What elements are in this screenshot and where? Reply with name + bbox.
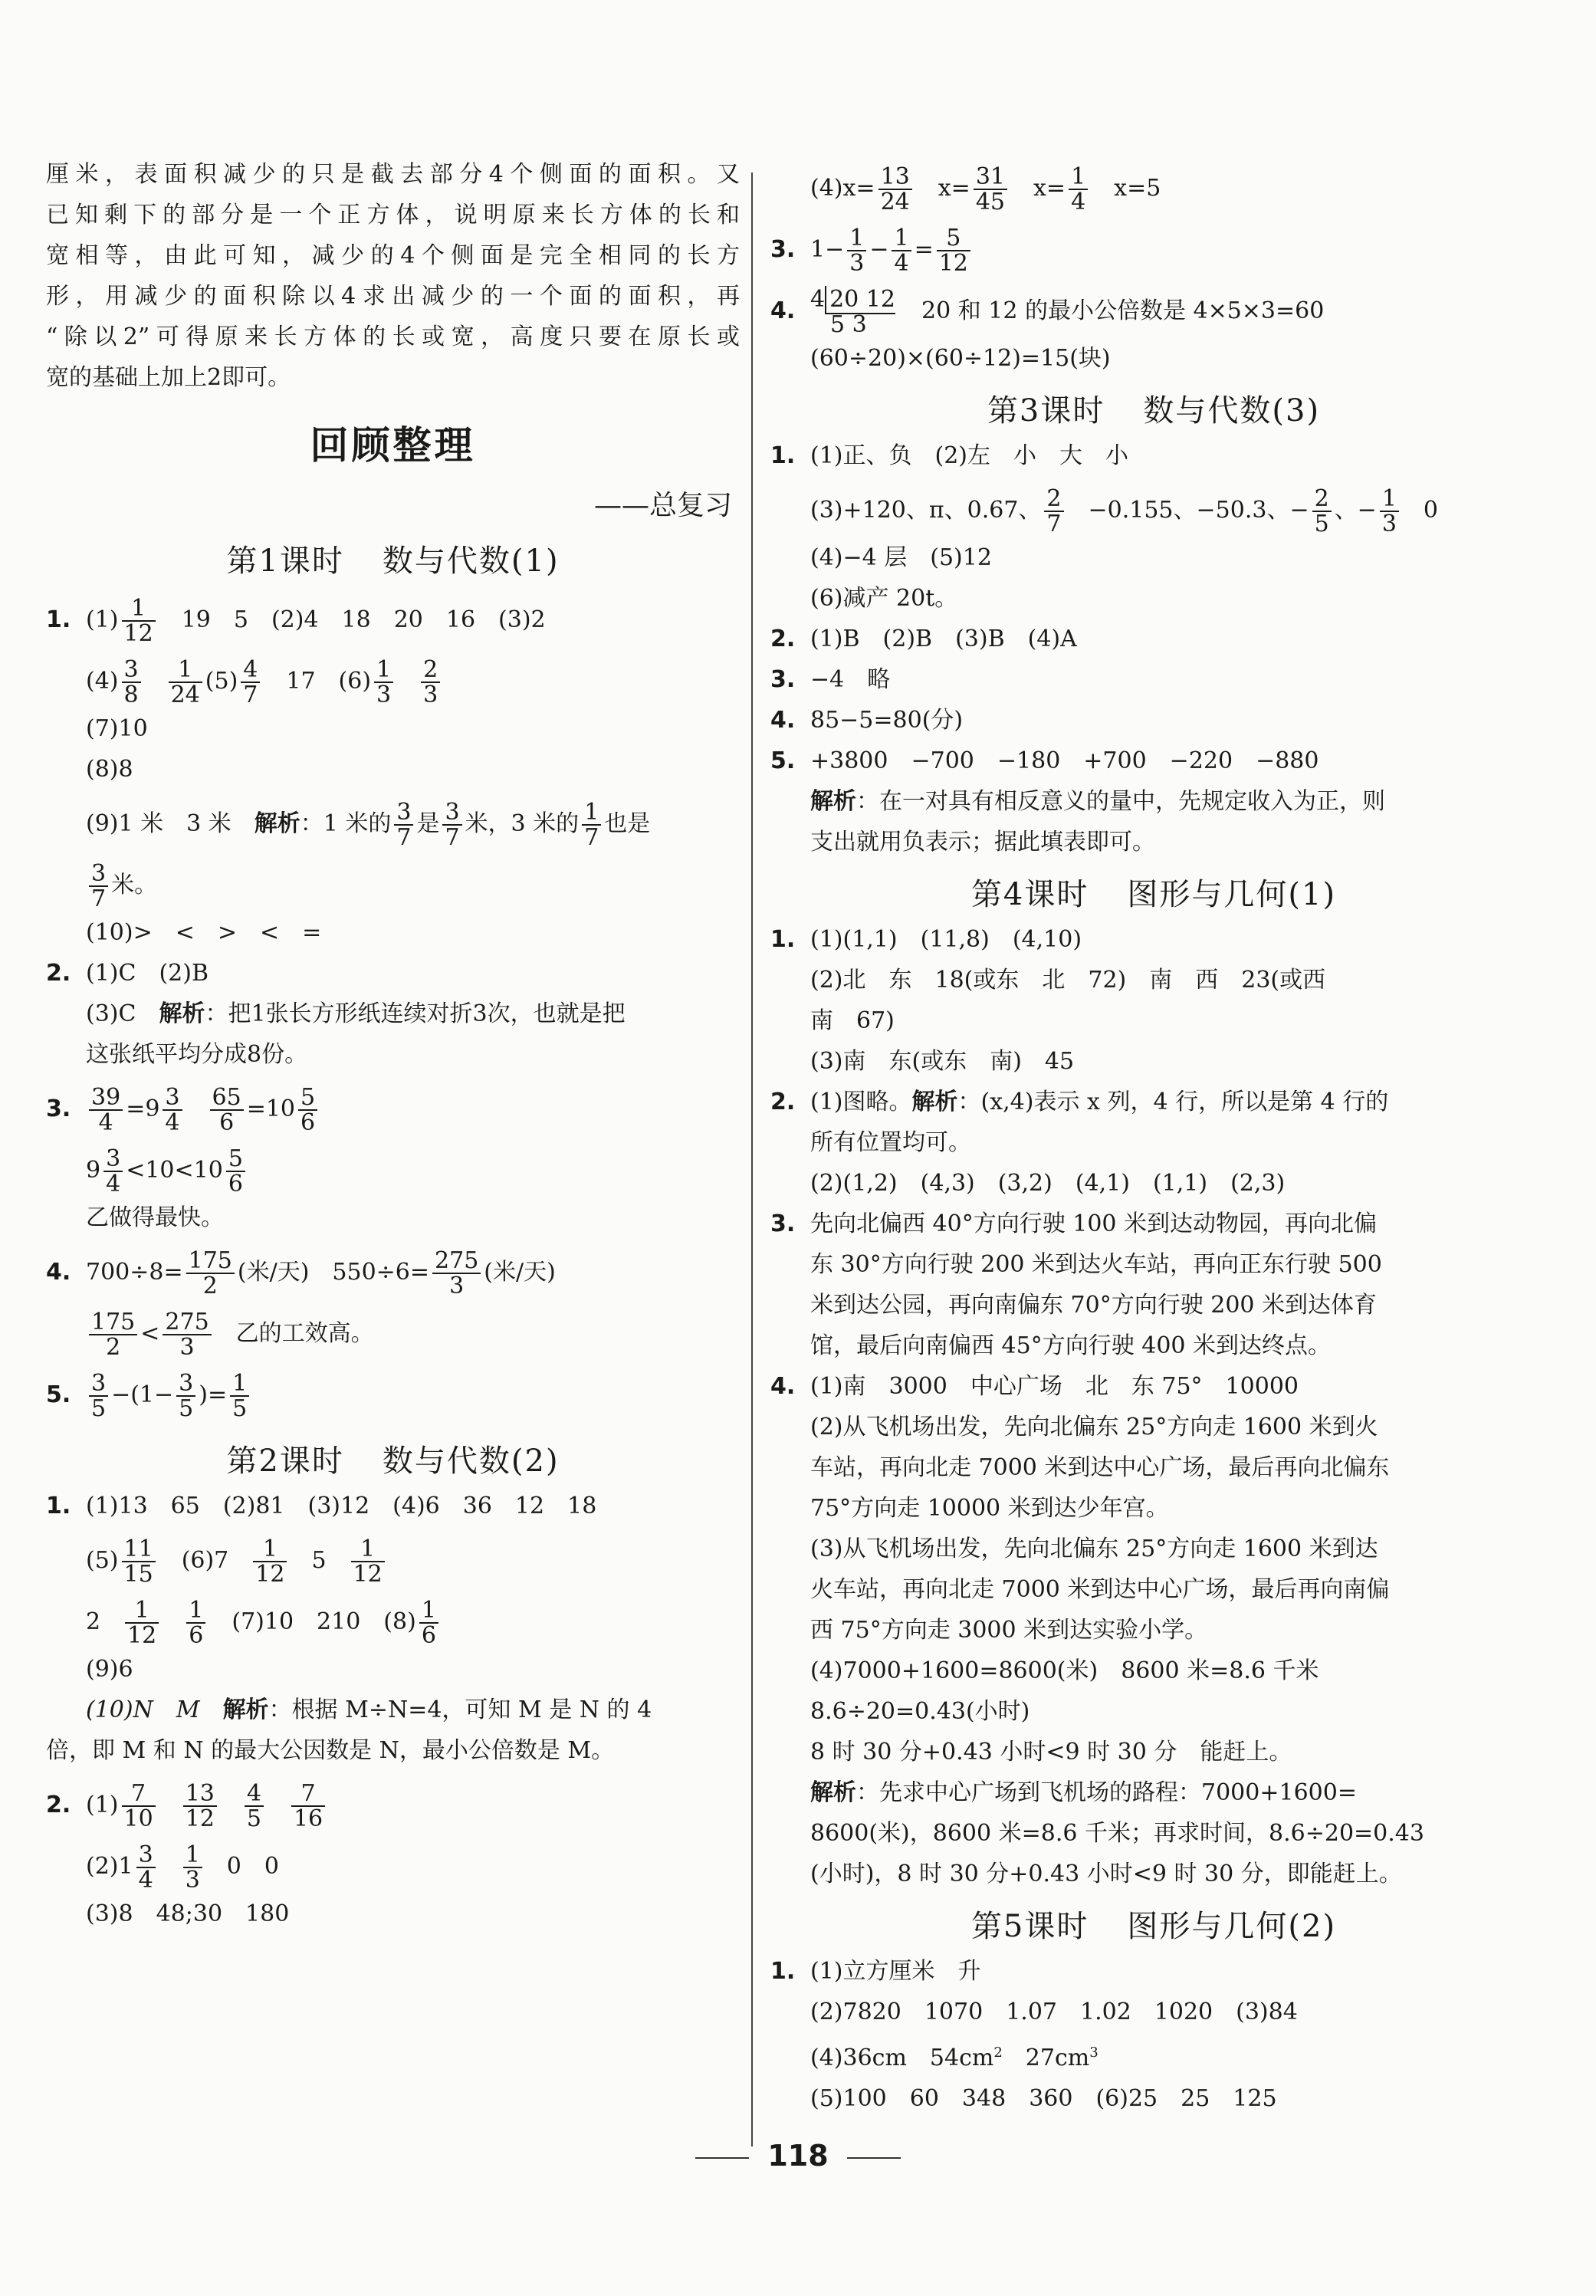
answer-text: ：把1张长方形纸连续对折3次，也就是把 [205,1000,626,1027]
answer-text: (米/天) [484,1259,556,1286]
answer-text: (1)C (2)B [86,960,209,987]
question-number: 1. [770,442,796,469]
answer-text: 17 (6) [286,668,372,695]
left-column [46,161,740,1941]
answer-line: (4)−4 层 (5)12 [810,544,992,571]
intro-line-1: 厘米，表面积减少的只是截去部分4个侧面的面积。又 [46,161,740,188]
answer-line: (9)6 [86,1656,133,1683]
intro-line-6: 宽的基础上加上2即可。 [46,364,291,391]
question-number: 3. [46,1095,71,1122]
intro-line-2: 已知剩下的部分是一个正方体，说明原来长方体的长和 [46,202,740,228]
answer-line [46,593,740,648]
answer-line [46,1368,740,1423]
answer-line [86,1000,740,1028]
answer-text: 乙的工效高。 [235,1320,374,1347]
lesson-topic: 图形与几何(1) [1127,877,1337,912]
answer-text: x=5 [1114,175,1161,202]
answer-text: (1)13 65 (2)81 (3)12 (4)6 36 12 18 [86,1493,597,1519]
answer-line: 8.6÷20=0.43(小时) [810,1698,1030,1725]
question-number: 1. [46,1493,71,1519]
question-number: 2. [770,1089,796,1115]
intro-line-5: “除以2”可得原来长方体的长或宽，高度只要在原长或 [46,324,740,350]
answer-text: ：根据 M÷N=4，可知 M 是 N 的 4 [268,1697,652,1723]
answer-line [86,797,740,852]
answer-line [770,1373,1537,1401]
answer-line [770,626,1537,653]
answer-text: (1) [86,1792,119,1818]
question-number: 2. [46,1792,71,1818]
answer-text: −(1− [111,1381,174,1408]
analysis-label: 解析 [254,810,300,837]
lesson-topic: 图形与几何(2) [1127,1909,1337,1944]
answer-text: (4)36cm 54cm [810,2045,994,2071]
answer-line [86,1533,740,1588]
answer-line: 东 30°方向行驶 200 米到达火车站，再向正东行驶 500 [810,1251,1382,1278]
answer-line [810,788,1537,816]
fraction: $\frac{1}{24}$ [169,658,202,708]
answer-line: 米到达公园，再向南偏东 70°方向行驶 200 米到达体育 [810,1292,1378,1319]
answer-line [86,1143,740,1198]
answer-text: (4)x= [810,175,875,202]
answer-text: =10 [246,1095,296,1122]
answer-line: (6)减产 20t。 [810,585,958,612]
lesson-4-answers [770,926,1537,1888]
fraction: $\frac{4}{5}$ [245,1782,264,1831]
answer-text: (1)正、负 (2)左 小 大 小 [810,442,1128,469]
fraction: $\frac{1}{7}$ [582,800,601,850]
answer-line [46,1245,740,1300]
answer-line: 车站，再向北走 7000 米到达中心广场，最后再向北偏东 [810,1454,1390,1481]
answer-line: (2)从飞机场出发，先向北偏东 25°方向走 1600 米到火 [810,1414,1378,1440]
fraction: $\frac{1}{4}$ [892,226,911,276]
answer-text: 700÷8= [86,1259,183,1286]
superscript: 2 [993,2045,1003,2061]
answer-text: 27cm [1002,2045,1090,2071]
answer-text: (1)立方厘米 升 [810,1958,981,1985]
answer-text: +3800 −700 −180 +700 −220 −880 [810,747,1319,774]
answer-line [86,1697,740,1724]
answer-text: (5) [86,1547,119,1574]
answer-text: (3)C [86,1000,159,1027]
answer-text: (2)1 [86,1853,133,1880]
answer-line: (3)8 48;30 180 [86,1900,290,1927]
answer-line: (3)南 东(或东 南) 45 [810,1048,1075,1075]
answer-text: x= [1033,175,1066,202]
fraction: $\frac{4}{7}$ [241,658,260,708]
answer-line [770,1210,1537,1238]
answer-line [810,2039,1537,2072]
fraction: $\frac{3}{4}$ [136,1843,156,1893]
question-number: 3. [770,236,796,263]
answer-line [46,960,740,987]
short-division: 4 20 12 5 3 [810,286,895,338]
answer-line: (2)北 东 18(或东 北 72) 南 西 23(或西 [810,967,1326,994]
question-number: 5. [770,747,796,774]
fraction: $\frac{1}{6}$ [419,1598,438,1648]
lesson-3-answers [770,442,1537,856]
fraction: $\frac{11}{15}$ [122,1537,156,1587]
answer-text: 85−5=80(分) [810,707,964,734]
question-number: 2. [770,626,796,652]
intro-line-4: 形，用减少的面积除以4求出减少的一个面的面积，再 [46,283,740,310]
fraction: $\frac{3}{7}$ [89,862,108,912]
lesson-1-answers [46,593,740,1423]
lesson-number: 第3课时 [987,393,1105,429]
analysis-label: 解析 [159,1000,205,1027]
answer-line [46,1493,740,1520]
lesson-number: 第5课时 [970,1909,1089,1944]
fraction: $\frac{1}{12}$ [253,1537,287,1587]
answer-line: 75°方向走 10000 米到达少年宫。 [810,1495,1169,1522]
fraction: $\frac{3}{5}$ [89,1371,108,1421]
answer-line [770,442,1537,470]
answer-line: 8600(米)，8600 米=8.6 千米；再求时间，8.6÷20=0.43 [810,1820,1424,1847]
answer-text: ：1 米的 [300,810,392,837]
answer-line [86,1839,740,1894]
answer-line: 8 时 30 分+0.43 小时<9 时 30 分 能赶上。 [810,1739,1292,1766]
fraction: $\frac{13}{24}$ [878,165,912,215]
lesson-topic: 数与代数(1) [382,544,560,579]
answer-line [770,222,1537,278]
lesson-number: 第2课时 [226,1444,344,1479]
answer-text: 0 [1423,497,1439,524]
question-number: 1. [46,606,71,633]
question-number: 1. [770,1958,796,1985]
answer-text: ：(x,4)表示 x 列，4 行，所以是第 4 行的 [957,1089,1389,1115]
answer-text: 2 [86,1608,101,1635]
page-number [0,2139,1596,2173]
answer-line: 倍，即 M 和 N 的最大公因数是 N，最小公倍数是 M。 [46,1737,615,1764]
answer-text: (1)(1,1) (11,8) (4,10) [810,926,1082,953]
lesson-topic: 数与代数(2) [382,1444,560,1479]
fraction: $\frac{13}{12}$ [183,1782,217,1831]
lesson-topic: 数与代数(3) [1143,393,1321,429]
answer-line [770,284,1537,339]
answer-line [86,858,740,913]
answer-line: (2)7820 1070 1.07 1.02 1020 (3)84 [810,1999,1298,2025]
answer-line: 西 75°方向走 3000 米到达实验小学。 [810,1617,1208,1644]
fraction: $\frac{7}{10}$ [122,1782,156,1831]
answer-text: (6)7 [181,1547,229,1574]
fraction: $\frac{1}{6}$ [186,1598,205,1648]
lesson-5-answers [770,1958,1537,2113]
answer-text: 1− [810,236,845,263]
fraction: $\frac{275}{3}$ [163,1310,211,1360]
analysis-label: 解析 [810,1779,856,1806]
question-number: 4. [46,1259,71,1286]
question-number: 4. [770,297,796,324]
answer-text: =9 [126,1095,160,1122]
fraction: $\frac{1}{3}$ [183,1843,202,1893]
answer-text: (米/天) 550÷6= [237,1259,430,1286]
question-number: 3. [770,1210,796,1237]
answer-text: 、− [1334,497,1377,524]
answer-text: (1)南 3000 中心广场 北 东 75° 10000 [810,1373,1299,1400]
answer-text: − [869,236,889,263]
answer-line: 乙做得最快。 [86,1204,224,1231]
lesson-3-heading [770,386,1537,430]
answer-line [810,161,1537,216]
answer-line [770,666,1537,694]
answer-line: (10)> < > < = [86,919,322,946]
answer-line: (小时)，8 时 30 分+0.43 小时<9 时 30 分，即能赶上。 [810,1861,1402,1887]
answer-line [86,654,740,709]
answer-text: <10<10 [126,1157,223,1184]
question-number: 2. [46,960,71,987]
dash-left [695,2157,749,2159]
fraction: $\frac{275}{3}$ [432,1249,481,1299]
answer-line: (2)(1,2) (4,3) (3,2) (4,1) (1,1) (2,3) [810,1170,1286,1197]
question-number: 4. [770,1373,796,1400]
answer-line [770,1958,1537,1986]
dash-right [847,2157,901,2159]
question-number: 1. [770,926,796,953]
answer-text: )= [199,1381,228,1408]
fraction: $\frac{175}{2}$ [186,1249,235,1299]
answer-line: 火车站，再向北走 7000 米到达中心广场，最后再向南偏 [810,1576,1390,1603]
analysis-label: 解析 [911,1089,958,1115]
answer-line [810,1779,1537,1807]
answer-text: 5 [311,1547,327,1574]
answer-text: (1) [86,606,119,633]
answer-text: (4) [86,668,119,695]
answer-line: 支出就用负表示；据此填表即可。 [810,829,1155,856]
question-number: 3. [770,666,796,693]
fraction: $\frac{1}{3}$ [1380,487,1399,537]
answer-text: (9)1 米 3 米 [86,810,255,837]
fraction: $\frac{5}{6}$ [298,1086,317,1135]
fraction: $\frac{3}{5}$ [176,1371,195,1421]
fraction: $\frac{1}{4}$ [1069,165,1088,215]
question-number: 4. [770,707,796,734]
fraction: $\frac{65}{6}$ [210,1086,244,1135]
answer-line: (5)100 60 348 360 (6)25 25 125 [810,2085,1277,2112]
answer-text: ：在一对具有相反意义的量中，先规定收入为正，则 [856,788,1385,815]
fraction: $\frac{1}{12}$ [125,1598,159,1648]
fraction: $\frac{3}{8}$ [122,658,141,708]
answer-text: (10)N M [86,1697,223,1723]
page-number-text: 118 [767,2139,829,2173]
intro-line-3: 宽相等，由此可知，减少的4个侧面是完全相同的长方 [46,242,740,269]
question-number: 5. [46,1381,71,1408]
analysis-label: 解析 [222,1697,269,1723]
answer-line: 南 67) [810,1007,895,1034]
answer-line [770,747,1537,775]
answer-text: < [140,1320,160,1347]
fraction: $\frac{3}{4}$ [103,1147,123,1197]
answer-line [770,1089,1537,1116]
answer-text: 也是 [604,810,651,837]
column-divider [751,172,753,2147]
fraction: $\frac{2}{7}$ [1044,487,1063,537]
answer-text: 19 5 (2)4 18 20 16 (3)2 [181,606,546,633]
answer-text: = [914,236,934,263]
answer-line: (7)10 [86,715,148,742]
answer-line [46,1778,740,1833]
answer-line: 馆，最后向南偏西 45°方向行驶 400 米到达终点。 [810,1332,1332,1359]
answer-line: (60÷20)×(60÷12)=15(块) [810,345,1111,372]
answer-text: x= [938,175,970,202]
answer-line: 这张纸平均分成8份。 [86,1041,308,1068]
answer-line: (4)7000+1600=8600(米) 8600 米=8.6 千米 [810,1657,1319,1684]
answer-line [770,707,1537,734]
lesson-4-heading [770,870,1537,914]
answer-text: ：先求中心广场到飞机场的路程：7000+1600= [856,1779,1357,1806]
fraction: $\frac{7}{16}$ [291,1782,325,1831]
answer-text: (7)10 210 (8) [232,1608,416,1635]
fraction: $\frac{1}{12}$ [351,1537,385,1587]
fraction: $\frac{31}{45}$ [974,165,1007,215]
part-subtitle: ——总复习 [593,490,732,521]
answer-text: 是 [416,810,440,837]
answer-text: 米，3 米的 [465,810,580,837]
fraction: $\frac{2}{5}$ [1312,487,1332,537]
answer-line: 所有位置均可。 [810,1129,971,1156]
answer-text: −0.155、−50.3、− [1088,497,1309,524]
answer-line: (3)从飞机场出发，先向北偏东 25°方向走 1600 米到达 [810,1536,1378,1562]
lesson-2-heading [46,1437,740,1480]
answer-text: 9 [86,1157,101,1184]
fraction: $\frac{2}{3}$ [421,658,440,708]
right-column [770,161,1537,2126]
fraction: $\frac{5}{12}$ [937,226,970,276]
fraction: $\frac{1}{12}$ [122,596,156,646]
lesson-2-answers [46,1493,740,1928]
lesson-2-continued [770,161,1537,373]
answer-text: (5) [205,668,238,695]
answer-line [46,1082,740,1137]
answer-text: 米。 [111,872,158,898]
answer-line [86,1595,740,1650]
answer-text: (1)图略。 [810,1089,912,1115]
fraction: $\frac{5}{6}$ [226,1147,245,1197]
fraction: $\frac{39}{4}$ [89,1086,123,1135]
part-title: 回顾整理 [310,423,476,468]
answer-line [770,926,1537,954]
answer-text: 20 和 12 的最小公倍数是 4×5×3=60 [921,297,1325,324]
answer-text: (1)B (2)B (3)B (4)A [810,626,1077,652]
fraction: $\frac{3}{7}$ [442,800,461,850]
fraction: $\frac{3}{7}$ [394,800,413,850]
analysis-label: 解析 [810,788,856,815]
lesson-number: 第1课时 [226,544,344,579]
fraction: $\frac{1}{3}$ [374,658,393,708]
lesson-number: 第4课时 [970,877,1089,912]
answer-text: 0 0 [226,1853,279,1880]
fraction: $\frac{1}{5}$ [230,1371,249,1421]
fraction: $\frac{3}{4}$ [163,1086,182,1135]
answer-line [86,1306,740,1362]
answer-text: 先向北偏西 40°方向行驶 100 米到达动物园，再向北偏 [810,1210,1378,1237]
answer-line [810,483,1537,538]
lesson-5-heading [770,1902,1537,1946]
lesson-1-heading [46,537,740,580]
superscript: 3 [1089,2045,1098,2061]
answer-text: −4 略 [810,666,891,693]
answer-line: (8)8 [86,756,133,783]
fraction: $\frac{1}{3}$ [847,226,866,276]
answer-text: (3)+120、π、0.67、 [810,497,1042,524]
fraction: $\frac{175}{2}$ [89,1310,137,1360]
